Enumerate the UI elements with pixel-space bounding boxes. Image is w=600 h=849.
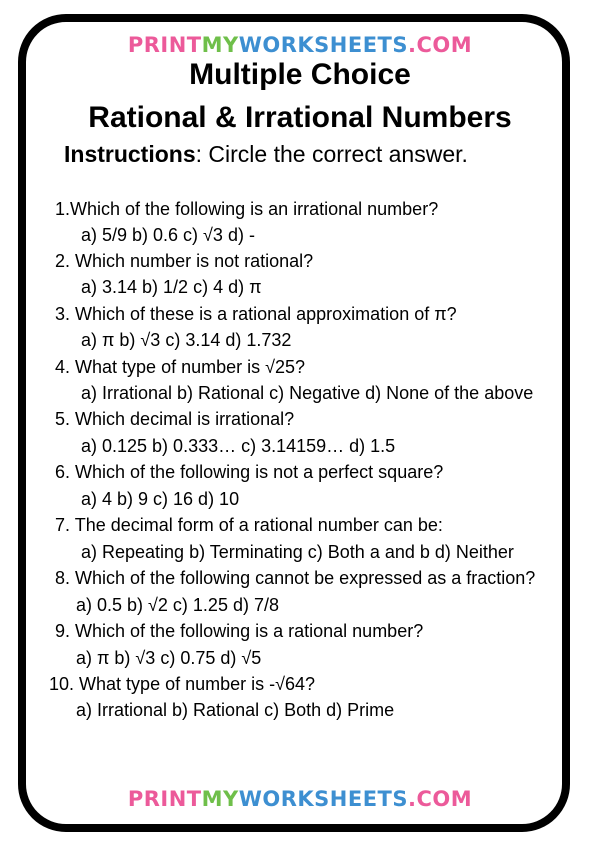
logo-com: COM [416, 787, 473, 811]
instructions-text: : Circle the correct answer. [195, 141, 468, 167]
question-text: The decimal form of a rational number can be: [74, 515, 443, 535]
question-number: 6. [55, 462, 71, 482]
logo-worksheets: WORKSHEETS [238, 787, 409, 811]
instructions-label: Instructions [64, 141, 196, 167]
question-text: Which of the following is not a perfect square? [75, 462, 444, 482]
question-text: Which of these is a rational approximation of π? [75, 304, 457, 324]
question-number: 1. [55, 199, 71, 219]
question-4 [55, 357, 305, 378]
question-3 [55, 304, 457, 325]
logo-worksheets: WORKSHEETS [238, 33, 409, 57]
site-logo-top [0, 33, 600, 57]
site-logo-bottom [0, 787, 600, 811]
question-10 [49, 674, 315, 695]
question-number: 4. [55, 357, 71, 377]
question-6-options: a) 4 b) 9 c) 16 d) 10 [81, 489, 240, 509]
page-title: Multiple Choice [189, 58, 411, 91]
question-2 [55, 251, 313, 272]
question-9 [55, 621, 423, 642]
question-text: What type of number is √25? [75, 357, 306, 377]
question-text: Which of the following cannot be expressed as a fraction? [75, 568, 536, 588]
logo-dot: . [408, 787, 417, 811]
logo-print: PRINT [127, 33, 202, 57]
question-number: 5. [55, 409, 71, 429]
logo-my: MY [201, 33, 239, 57]
question-3-options: a) π b) √3 c) 3.14 d) 1.732 [81, 330, 292, 350]
question-10-options: a) Irrational b) Rational c) Both d) Prime [76, 700, 395, 720]
question-7 [55, 515, 443, 536]
question-4-options: a) Irrational b) Rational c) Negative d) None of the above [81, 383, 534, 403]
question-8-options: a) 0.5 b) √2 c) 1.25 d) 7/8 [76, 595, 279, 615]
question-number: 3. [55, 304, 71, 324]
question-9-options: a) π b) √3 c) 0.75 d) √5 [76, 648, 262, 668]
question-text: What type of number is -√64? [79, 674, 316, 694]
question-number: 2. [55, 251, 71, 271]
logo-my: MY [201, 787, 239, 811]
question-number: 10. [49, 674, 75, 694]
question-text: Which of the following is a rational number? [75, 621, 424, 641]
question-8 [55, 568, 535, 589]
instructions [64, 141, 468, 168]
question-number: 7. [55, 515, 71, 535]
question-2-options: a) 3.14 b) 1/2 c) 4 d) π [81, 277, 262, 297]
logo-com: COM [416, 33, 473, 57]
question-7-options: a) Repeating b) Terminating c) Both a and b d) Neither [81, 542, 514, 562]
question-number: 8. [55, 568, 71, 588]
question-text: Which number is not rational? [75, 251, 314, 271]
logo-print: PRINT [127, 787, 202, 811]
question-1-options: a) 5/9 b) 0.6 c) √3 d) - [81, 225, 255, 245]
question-5-options: a) 0.125 b) 0.333… c) 3.14159… d) 1.5 [81, 436, 396, 456]
page-subtitle: Rational & Irrational Numbers [88, 101, 512, 134]
logo-dot: . [408, 33, 417, 57]
question-5 [55, 409, 294, 430]
question-text: Which decimal is irrational? [75, 409, 295, 429]
question-1 [55, 199, 438, 220]
question-number: 9. [55, 621, 71, 641]
question-text: Which of the following is an irrational number? [70, 199, 439, 219]
question-6 [55, 462, 443, 483]
